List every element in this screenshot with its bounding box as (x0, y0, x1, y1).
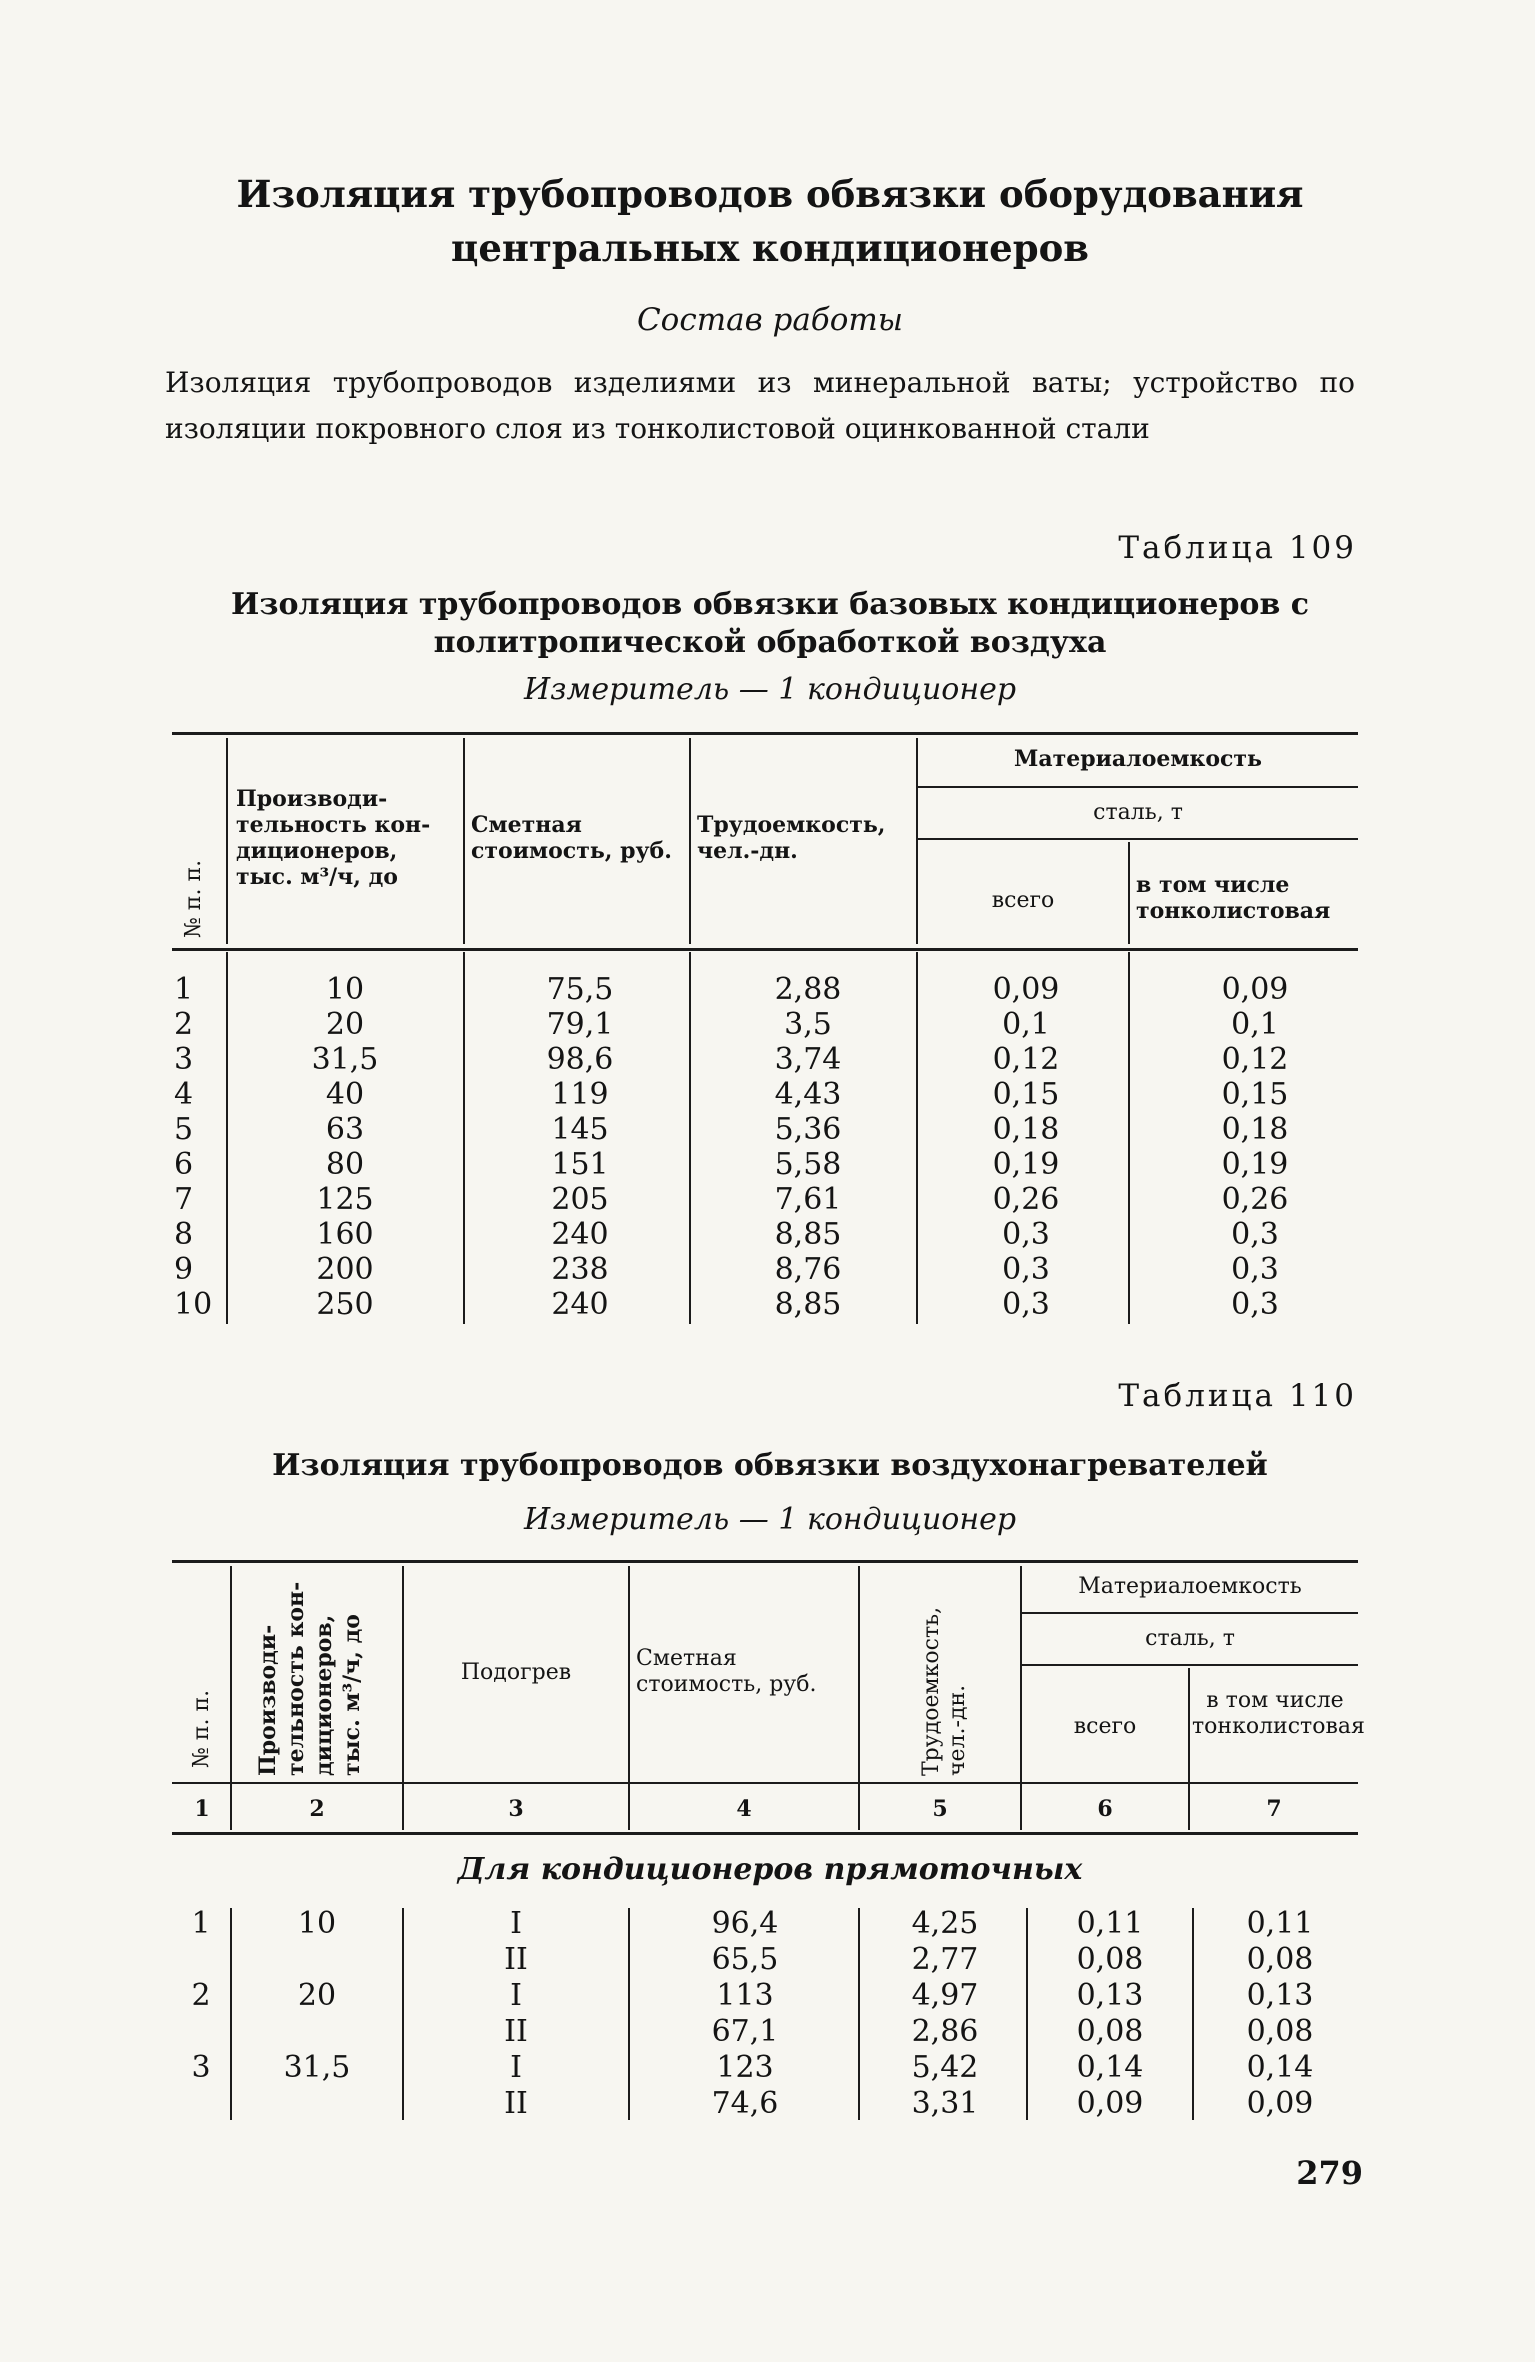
table-cell: 3,5 (784, 1007, 832, 1042)
table-cell: 1 (174, 972, 194, 1007)
table-cell: 4,43 (774, 1077, 842, 1112)
table110-header-capacity-4: тыс. м³/ч, до (339, 1614, 365, 1776)
table-cell: II (504, 1942, 528, 1977)
table-cell: 0,15 (1221, 1077, 1289, 1112)
table110-header-capacity-3: диционеров, (311, 1614, 337, 1776)
table-cell: I (510, 2050, 522, 2085)
table110-header-cost: Сметная стоимость, руб. (636, 1646, 817, 1697)
table-cell: 0,14 (1246, 2050, 1314, 2085)
table-cell: 0,3 (1002, 1287, 1050, 1322)
table-cell: 5,42 (911, 2050, 979, 2085)
table-cell: 2,88 (774, 972, 842, 1007)
table-cell: 0,14 (1076, 2050, 1144, 2085)
table-cell: 0,18 (992, 1112, 1060, 1147)
table-cell: 75,5 (546, 972, 614, 1007)
table110-header-capacity-2: тельность кон- (283, 1581, 309, 1776)
table110-header-thin: в том числе тонколистовая (1192, 1688, 1365, 1739)
table-cell: 65,5 (711, 1942, 779, 1977)
table-cell: 5 (174, 1112, 194, 1147)
table-cell: 0,1 (1002, 1007, 1050, 1042)
table109-measure: Измеритель — 1 кондиционер (523, 672, 1017, 707)
table110-colnum: 2 (309, 1796, 325, 1822)
heading-line-2: центральных кондиционеров (451, 226, 1089, 270)
table110-section: Для кондиционеров прямоточных (457, 1852, 1083, 1887)
table-cell: 0,11 (1246, 1906, 1314, 1941)
table-cell: 4,97 (911, 1978, 979, 2013)
table110-header-labor-2: чел.-дн. (945, 1684, 970, 1776)
table-cell: 4,25 (911, 1906, 979, 1941)
table109-col-total (966, 972, 1086, 1322)
table109-header-thin: в том числе тонколистовая (1136, 872, 1331, 924)
table-cell: 6 (174, 1147, 194, 1182)
table-cell: 0,19 (1221, 1147, 1289, 1182)
table-cell: 119 (551, 1077, 609, 1112)
table-cell: II (504, 2086, 528, 2121)
table-cell: 9 (174, 1252, 194, 1287)
table-cell: 0,26 (992, 1182, 1060, 1217)
table-cell: 7 (174, 1182, 194, 1217)
table-cell: 205 (551, 1182, 609, 1217)
table-cell: 0,13 (1076, 1978, 1144, 2013)
table-cell: 0,11 (1076, 1906, 1144, 1941)
table-cell: 10 (297, 1906, 337, 1941)
table109-header-capacity: Производи-тельность кон-диционеров, тыс. м³/ч, до (236, 786, 431, 890)
table-cell: 0,3 (1002, 1252, 1050, 1287)
table110-title: Изоляция трубопроводов обвязки воздухонагревателей (272, 1448, 1268, 1483)
table-cell: 0,09 (1076, 2086, 1144, 2121)
table-cell: 0,18 (1221, 1112, 1289, 1147)
table-cell (174, 2086, 228, 2122)
table-cell: 2 (174, 1007, 194, 1042)
table109-header-cost: Сметная стоимость, руб. (471, 812, 672, 864)
table-cell: 96,4 (711, 1906, 779, 1941)
table-cell: 0,12 (992, 1042, 1060, 1077)
table-cell: 2 (191, 1978, 211, 2013)
table-cell (232, 2014, 402, 2050)
table-cell: 200 (316, 1252, 374, 1287)
table-cell: 5,36 (774, 1112, 842, 1147)
table-cell: 20 (325, 1007, 365, 1042)
table-cell: 74,6 (711, 2086, 779, 2121)
table-cell: 20 (297, 1978, 337, 2013)
table-cell: 1 (191, 1906, 211, 1941)
table109-col-cost (520, 972, 640, 1322)
table-cell: 3,31 (911, 2086, 979, 2121)
table-cell: 0,3 (1231, 1217, 1279, 1252)
table109-header-num: № п. п. (181, 859, 206, 938)
table-cell: 8,85 (774, 1287, 842, 1322)
table-cell: 0,09 (992, 972, 1060, 1007)
table-cell: 10 (325, 972, 365, 1007)
table-cell: 0,19 (992, 1147, 1060, 1182)
table109-header-labor: Трудоемкость, чел.-дн. (697, 812, 886, 864)
table-cell: 79,1 (546, 1007, 614, 1042)
table-cell: 0,3 (1002, 1217, 1050, 1252)
table-cell: 0,13 (1246, 1978, 1314, 2013)
table-cell: 238 (551, 1252, 609, 1287)
table109-col-thin (1190, 972, 1320, 1322)
table-cell: 4 (174, 1077, 194, 1112)
table-cell (232, 1942, 402, 1978)
table110-header-heating: Подогрев (460, 1660, 572, 1685)
table-cell: 7,61 (774, 1182, 842, 1217)
table-cell: 3 (191, 2050, 211, 2085)
table-cell: 0,08 (1246, 2014, 1314, 2049)
table109-header-material: Материалоемкость (1013, 746, 1262, 772)
table-cell: 0,3 (1231, 1252, 1279, 1287)
table-cell: 0,09 (1246, 2086, 1314, 2121)
table110-header-num: № п. п. (189, 1689, 214, 1768)
table-cell: 80 (325, 1147, 365, 1182)
table-cell: 250 (316, 1287, 374, 1322)
table-cell: 5,58 (774, 1147, 842, 1182)
table-cell: I (510, 1906, 522, 1941)
table-cell: 2,86 (911, 2014, 979, 2049)
table110-header-total: всего (1073, 1714, 1137, 1739)
table110-colnum: 6 (1097, 1796, 1113, 1822)
table110-header-labor-1: Трудоемкость, (919, 1606, 944, 1776)
table110-label: Таблица 110 (1118, 1378, 1357, 1414)
table-cell: 8,85 (774, 1217, 842, 1252)
table109-col-capacity (280, 972, 410, 1322)
table109-header-total: всего (991, 888, 1055, 913)
table110-colnum: 5 (932, 1796, 948, 1822)
table-cell: 0,3 (1231, 1287, 1279, 1322)
page-number: 279 (1296, 2154, 1363, 2192)
table109-label: Таблица 109 (1118, 530, 1357, 566)
table-cell: 145 (551, 1112, 609, 1147)
table-cell: 98,6 (546, 1042, 614, 1077)
table-cell: 125 (316, 1182, 374, 1217)
table-cell: 0,08 (1246, 1942, 1314, 1977)
table-cell (174, 2014, 228, 2050)
table-cell: 151 (551, 1147, 609, 1182)
table110-header-steel: сталь, т (1145, 1626, 1235, 1651)
table-cell: 40 (325, 1077, 365, 1112)
table109-col-labor (748, 972, 868, 1322)
table109-col-num (174, 972, 222, 1322)
work-description: Изоляция трубопроводов изделиями из минеральной ваты; устройство по изоляции покровного слоя из тонколистовой оцинкованной стали (165, 366, 1355, 445)
table-cell: 0,12 (1221, 1042, 1289, 1077)
table-cell: 31,5 (283, 2050, 351, 2085)
table-cell: 0,08 (1076, 1942, 1144, 1977)
table110-colnum: 4 (736, 1796, 752, 1822)
table-cell: 31,5 (311, 1042, 379, 1077)
table-cell: 67,1 (711, 2014, 779, 2049)
table110-header-material: Материалоемкость (1078, 1574, 1302, 1599)
heading-line-1: Изоляция трубопроводов обвязки оборудования (236, 172, 1304, 216)
table-cell: 2,77 (911, 1942, 979, 1977)
table-cell: 240 (551, 1217, 609, 1252)
table-cell: 0,09 (1221, 972, 1289, 1007)
table-cell: 3 (174, 1042, 194, 1077)
table109-header-steel: сталь, т (1093, 800, 1183, 825)
table-cell (174, 1942, 228, 1978)
table-cell (232, 2086, 402, 2122)
table-cell: 123 (716, 2050, 774, 2085)
table109-title-line-2: политропической обработкой воздуха (433, 625, 1107, 660)
table110-colnum: 1 (194, 1796, 210, 1822)
table-cell: 0,08 (1076, 2014, 1144, 2049)
table-cell: 113 (716, 1978, 774, 2013)
table-cell: 240 (551, 1287, 609, 1322)
table110-colnum: 3 (508, 1796, 524, 1822)
table109-title-line-1: Изоляция трубопроводов обвязки базовых кондиционеров с (231, 587, 1309, 622)
table-cell: 0,1 (1231, 1007, 1279, 1042)
table-cell: 63 (325, 1112, 365, 1147)
work-title: Состав работы (636, 302, 904, 338)
table-cell: 0,26 (1221, 1182, 1289, 1217)
table-cell: 160 (316, 1217, 374, 1252)
table110-measure: Измеритель — 1 кондиционер (523, 1502, 1017, 1537)
table-cell: 8,76 (774, 1252, 842, 1287)
table-cell: 10 (174, 1287, 213, 1322)
table-cell: 3,74 (774, 1042, 842, 1077)
table110-colnum: 7 (1266, 1796, 1282, 1822)
table-cell: II (504, 2014, 528, 2049)
table-cell: 8 (174, 1217, 194, 1252)
table110-header-capacity-1: Производи- (255, 1624, 281, 1776)
table-cell: 0,15 (992, 1077, 1060, 1112)
table-cell: I (510, 1978, 522, 2013)
